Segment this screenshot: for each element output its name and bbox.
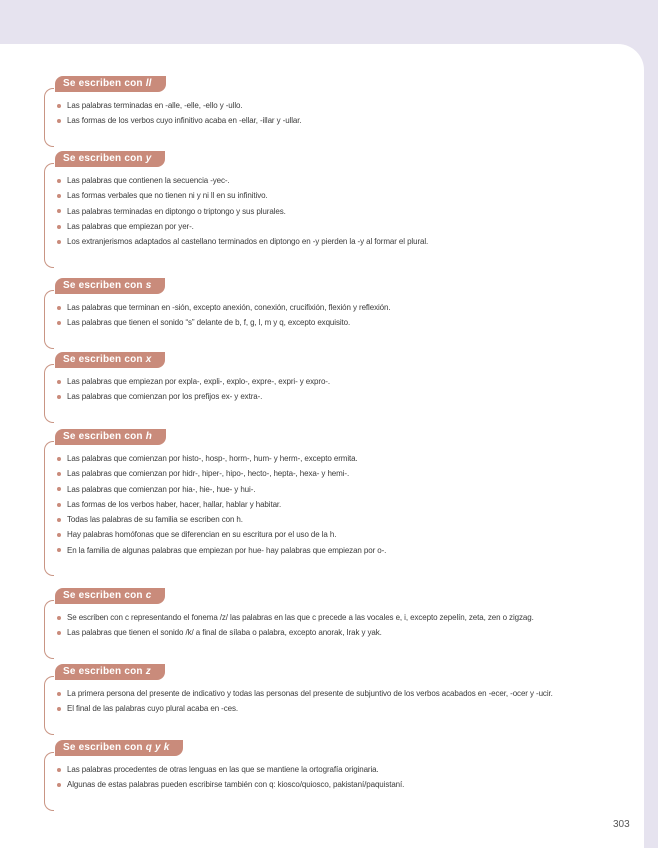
rule-item: En la familia de algunas palabras que empiezan por hue- hay palabras que empiezan por o-. — [57, 543, 386, 558]
rule-items — [57, 374, 330, 405]
rule-item: Las palabras que comienzan por hia-, hie-, hue- y hui-. — [57, 482, 386, 497]
section-title-letters: h — [145, 431, 152, 442]
section-title-prefix: Se escriben con — [63, 78, 143, 89]
rule-item: Las palabras que empiezan por yer-. — [57, 219, 428, 234]
section-title — [55, 740, 183, 756]
section-title — [55, 278, 165, 294]
page-number: 303 — [613, 819, 630, 830]
rule-items — [57, 98, 302, 129]
section-title — [55, 352, 165, 368]
section-title — [55, 588, 165, 604]
section-title-letters: c — [145, 590, 152, 601]
rule-item: Hay palabras homófonas que se diferencian en su escritura por el uso de la h. — [57, 527, 386, 542]
section-bracket — [44, 163, 54, 268]
section-title — [55, 664, 165, 680]
section-bracket — [44, 364, 54, 423]
section-title-prefix: Se escriben con — [63, 742, 143, 753]
rule-items — [57, 173, 428, 249]
section-bracket — [44, 676, 54, 735]
rule-item: Las palabras procedentes de otras lenguas en las que se mantiene la ortografía originaria. — [57, 762, 404, 777]
section-title-prefix: Se escriben con — [63, 354, 143, 365]
section-title-letters: z — [145, 666, 151, 677]
rule-item: Las formas de los verbos haber, hacer, hallar, hablar y habitar. — [57, 497, 386, 512]
rule-item: Las palabras que tienen el sonido /k/ a final de sílaba o palabra, excepto anorak, Irak y yak. — [57, 625, 534, 640]
rule-item: Las palabras que contienen la secuencia -yec-. — [57, 173, 428, 188]
section-title — [55, 76, 166, 92]
section-bracket — [44, 600, 54, 659]
rule-item: Las formas de los verbos cuyo infinitivo acaba en -ellar, -illar y -ullar. — [57, 113, 302, 128]
section-title-letters: x — [145, 354, 152, 365]
section-bracket — [44, 441, 54, 576]
section-title-prefix: Se escriben con — [63, 590, 143, 601]
section-title — [55, 429, 166, 445]
rule-item: Algunas de estas palabras pueden escribirse también con q: kiosco/quiosco, pakistaní/paquistaní. — [57, 777, 404, 792]
section-title-prefix: Se escriben con — [63, 280, 143, 291]
section-title-letters: y — [145, 153, 152, 164]
rule-item: Las palabras que comienzan por histo-, hosp-, horm-, hum- y herm-, excepto ermita. — [57, 451, 386, 466]
rule-items — [57, 762, 404, 793]
rule-item: Todas las palabras de su familia se escriben con h. — [57, 512, 386, 527]
section-title-prefix: Se escriben con — [63, 153, 143, 164]
rule-items — [57, 300, 390, 331]
section-title-prefix: Se escriben con — [63, 431, 143, 442]
rule-item: Las palabras que terminan en -sión, excepto anexión, conexión, crucifixión, flexión y reflexión. — [57, 300, 390, 315]
rule-items — [57, 610, 534, 641]
rule-item: La primera persona del presente de indicativo y todas las personas del presente de subjuntivo de los verbos acabados en -ecer, -ocer y -ucir. — [57, 686, 553, 701]
rule-item: Se escriben con c representando el fonema /z/ las palabras en las que c precede a las vocales e, i, excepto zepelín, zeta, zen o zigzag. — [57, 610, 534, 625]
rule-item: Las palabras que empiezan por expla-, expli-, explo-, expre-, expri- y expro-. — [57, 374, 330, 389]
rule-item: Las palabras terminadas en -alle, -elle, -ello y -ullo. — [57, 98, 302, 113]
rule-items — [57, 451, 386, 558]
section-bracket — [44, 290, 54, 349]
section-title — [55, 151, 165, 167]
section-title-letters: ll — [145, 78, 152, 89]
rule-items — [57, 686, 553, 717]
rule-item: Las palabras que comienzan por los prefijos ex- y extra-. — [57, 389, 330, 404]
rule-item: Las formas verbales que no tienen ni y ni ll en su infinitivo. — [57, 188, 428, 203]
section-title-letters: s — [145, 280, 152, 291]
section-bracket — [44, 752, 54, 811]
rule-item: El final de las palabras cuyo plural acaba en -ces. — [57, 701, 553, 716]
rule-item: Las palabras terminadas en diptongo o triptongo y sus plurales. — [57, 204, 428, 219]
section-bracket — [44, 88, 54, 147]
rule-item: Las palabras que tienen el sonido “s” delante de b, f, g, l, m y q, excepto exquisito. — [57, 315, 390, 330]
rule-item: Los extranjerismos adaptados al castellano terminados en diptongo en -y pierden la -y al formar el plural. — [57, 234, 428, 249]
section-title-letters: q y k — [145, 742, 170, 753]
section-title-prefix: Se escriben con — [63, 666, 143, 677]
rule-item: Las palabras que comienzan por hidr-, hiper-, hipo-, hecto-, hepta-, hexa- y hemi-. — [57, 466, 386, 481]
